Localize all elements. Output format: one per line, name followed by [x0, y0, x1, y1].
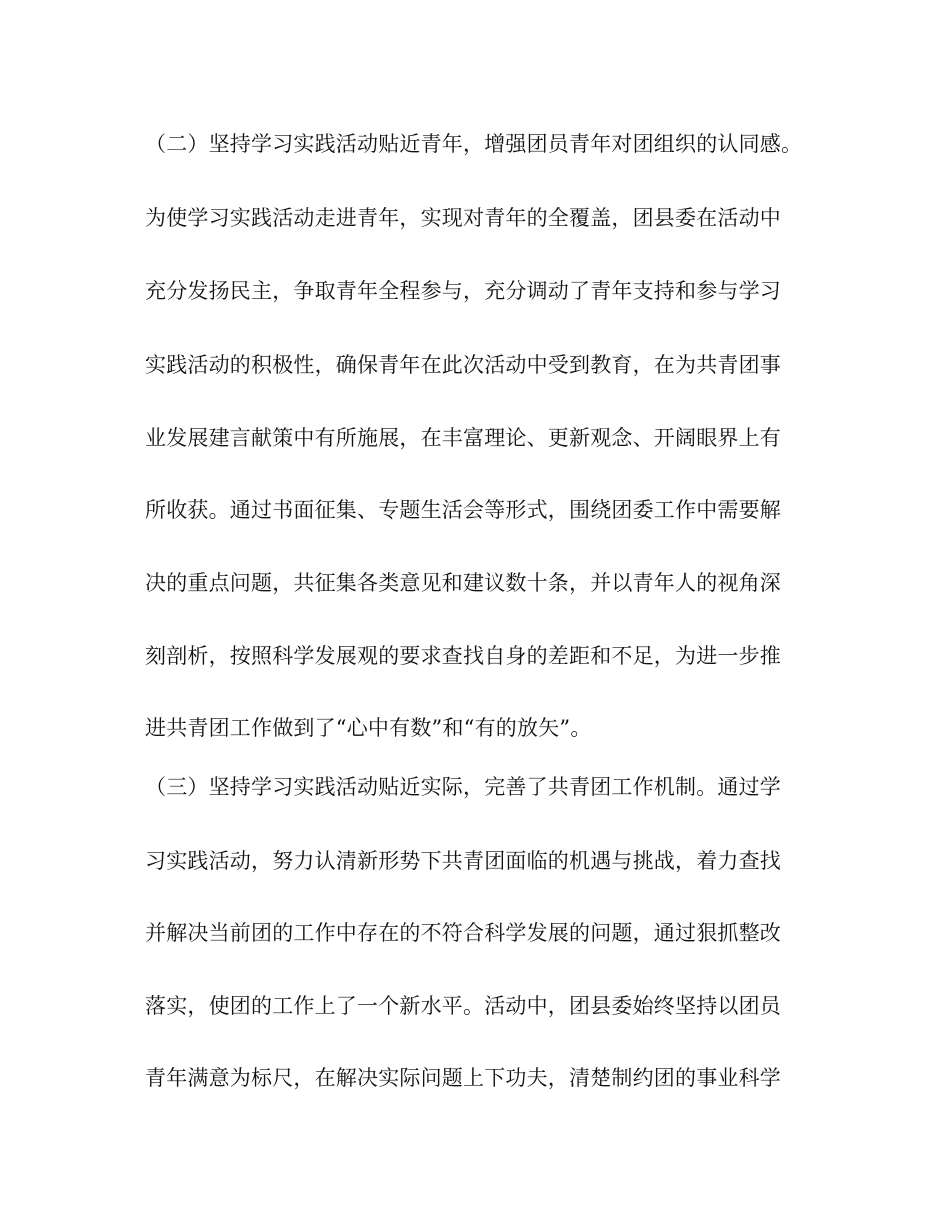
text-line: 充分发扬民主，争取青年全程参与，充分调动了青年支持和参与学习 [145, 279, 781, 303]
text-line: 落实，使团的工作上了一个新水平。活动中，团县委始终坚持以团员 [145, 994, 781, 1018]
text-line: 刻剖析，按照科学发展观的要求查找自身的差距和不足，为进一步推 [145, 644, 781, 668]
text-line: 业发展建言献策中有所施展，在丰富理论、更新观念、开阔眼界上有 [145, 426, 781, 450]
text-line: （三）坚持学习实践活动贴近实际，完善了共青团工作机制。通过学 [145, 775, 781, 799]
text-line: 为使学习实践活动走进青年，实现对青年的全覆盖，团县委在活动中 [145, 206, 781, 230]
text-line: 决的重点问题，共征集各类意见和建议数十条，并以青年人的视角深 [145, 571, 781, 595]
text-line: 并解决当前团的工作中存在的不符合科学发展的问题，通过狠抓整改 [145, 921, 781, 945]
text-line: 实践活动的积极性，确保青年在此次活动中受到教育，在为共青团事 [145, 353, 781, 377]
text-line: （二）坚持学习实践活动贴近青年，增强团员青年对团组织的认同感。 [145, 132, 803, 156]
text-line: 青年满意为标尺，在解决实际问题上下功夫，清楚制约团的事业科学 [145, 1066, 781, 1090]
text-line: 所收获。通过书面征集、专题生活会等形式，围绕团委工作中需要解 [145, 498, 781, 522]
text-line: 习实践活动，努力认清新形势下共青团面临的机遇与挑战，着力查找 [145, 849, 781, 873]
text-line: 进共青团工作做到了“心中有数”和“有的放矢”。 [145, 716, 592, 740]
